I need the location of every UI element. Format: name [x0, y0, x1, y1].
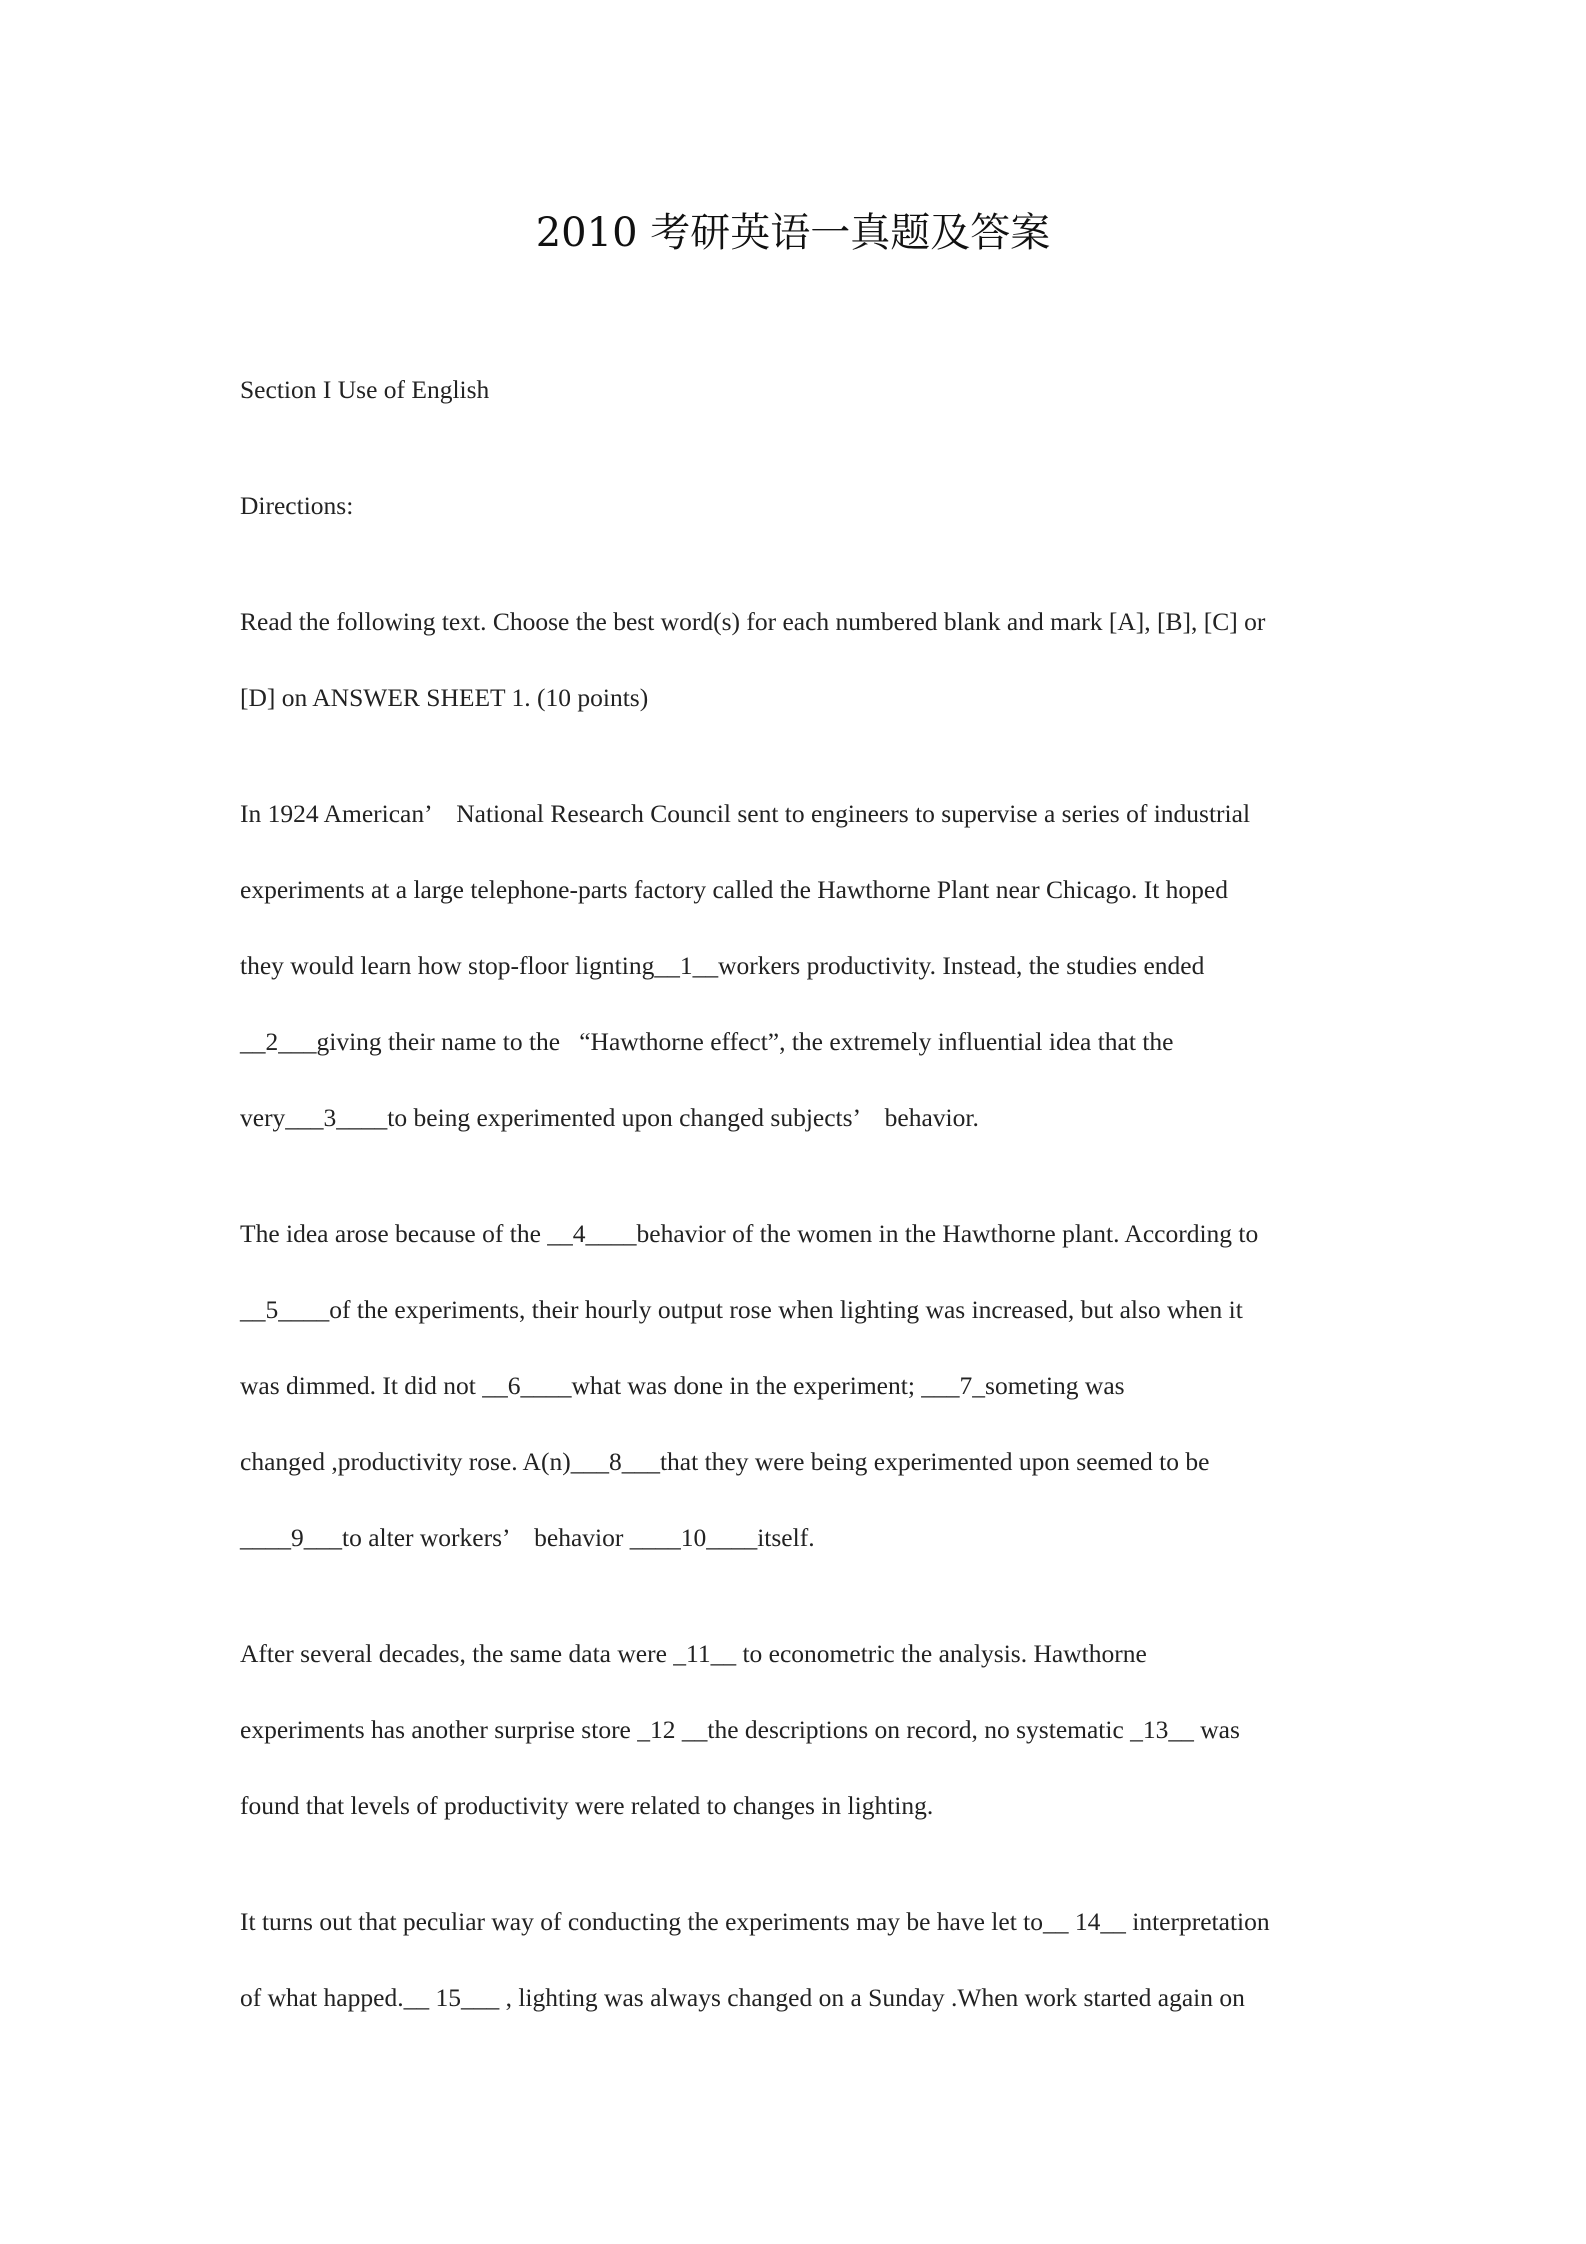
paragraph-4: [240, 1884, 1350, 2036]
text-line: After several decades, the same data were _11__ to econometric the analysis. Hawthorne: [240, 1639, 1147, 1668]
text-line: In 1924 American’ National Research Council sent to engineers to supervise a series of industrial: [240, 799, 1251, 828]
document-title: 2010 考研英语一真题及答案: [535, 210, 1051, 256]
paragraph-directions: [240, 584, 1350, 736]
text-line: found that levels of productivity were related to changes in lighting.: [240, 1791, 934, 1820]
text-line: very___3____to being experimented upon changed subjects’ behavior.: [240, 1103, 979, 1132]
paragraph-2: [240, 1196, 1350, 1576]
text-line: ____9___to alter workers’ behavior ____10____itself.: [240, 1523, 815, 1552]
text-line: they would learn how stop-floor lignting__1__workers productivity. Instead, the studies ended: [240, 951, 1205, 980]
text-line: __5____of the experiments, their hourly output rose when lighting was increased, but also when it: [240, 1295, 1243, 1324]
section-heading-text: Section I Use of English: [240, 375, 490, 404]
section-heading: [240, 352, 1350, 428]
text-line: of what happed.__ 15___ , lighting was always changed on a Sunday .When work started again on: [240, 1983, 1245, 2012]
directions-heading: [240, 468, 1350, 544]
paragraph-3: [240, 1616, 1350, 1844]
text-line: It turns out that peculiar way of conducting the experiments may be have let to__ 14__ interpretation: [240, 1907, 1270, 1936]
text-line: experiments at a large telephone-parts factory called the Hawthorne Plant near Chicago. It hoped: [240, 875, 1228, 904]
text-line: changed ,productivity rose. A(n)___8___that they were being experimented upon seemed to be: [240, 1447, 1210, 1476]
text-line: __2___giving their name to the “Hawthorne effect”, the extremely influential idea that the: [240, 1027, 1174, 1056]
directions-heading-text: Directions:: [240, 491, 354, 520]
text-line: The idea arose because of the __4____behavior of the women in the Hawthorne plant. According to: [240, 1219, 1259, 1248]
paragraph-1: [240, 776, 1350, 1156]
text-line: experiments has another surprise store _12 __the descriptions on record, no systematic _13__ was: [240, 1715, 1240, 1744]
text-line: Read the following text. Choose the best word(s) for each numbered blank and mark [A], [B], [C] or: [240, 607, 1266, 636]
text-line: [D] on ANSWER SHEET 1. (10 points): [240, 683, 649, 712]
document-body: [240, 352, 1350, 2076]
text-line: was dimmed. It did not __6____what was done in the experiment; ___7_someting was: [240, 1371, 1125, 1400]
